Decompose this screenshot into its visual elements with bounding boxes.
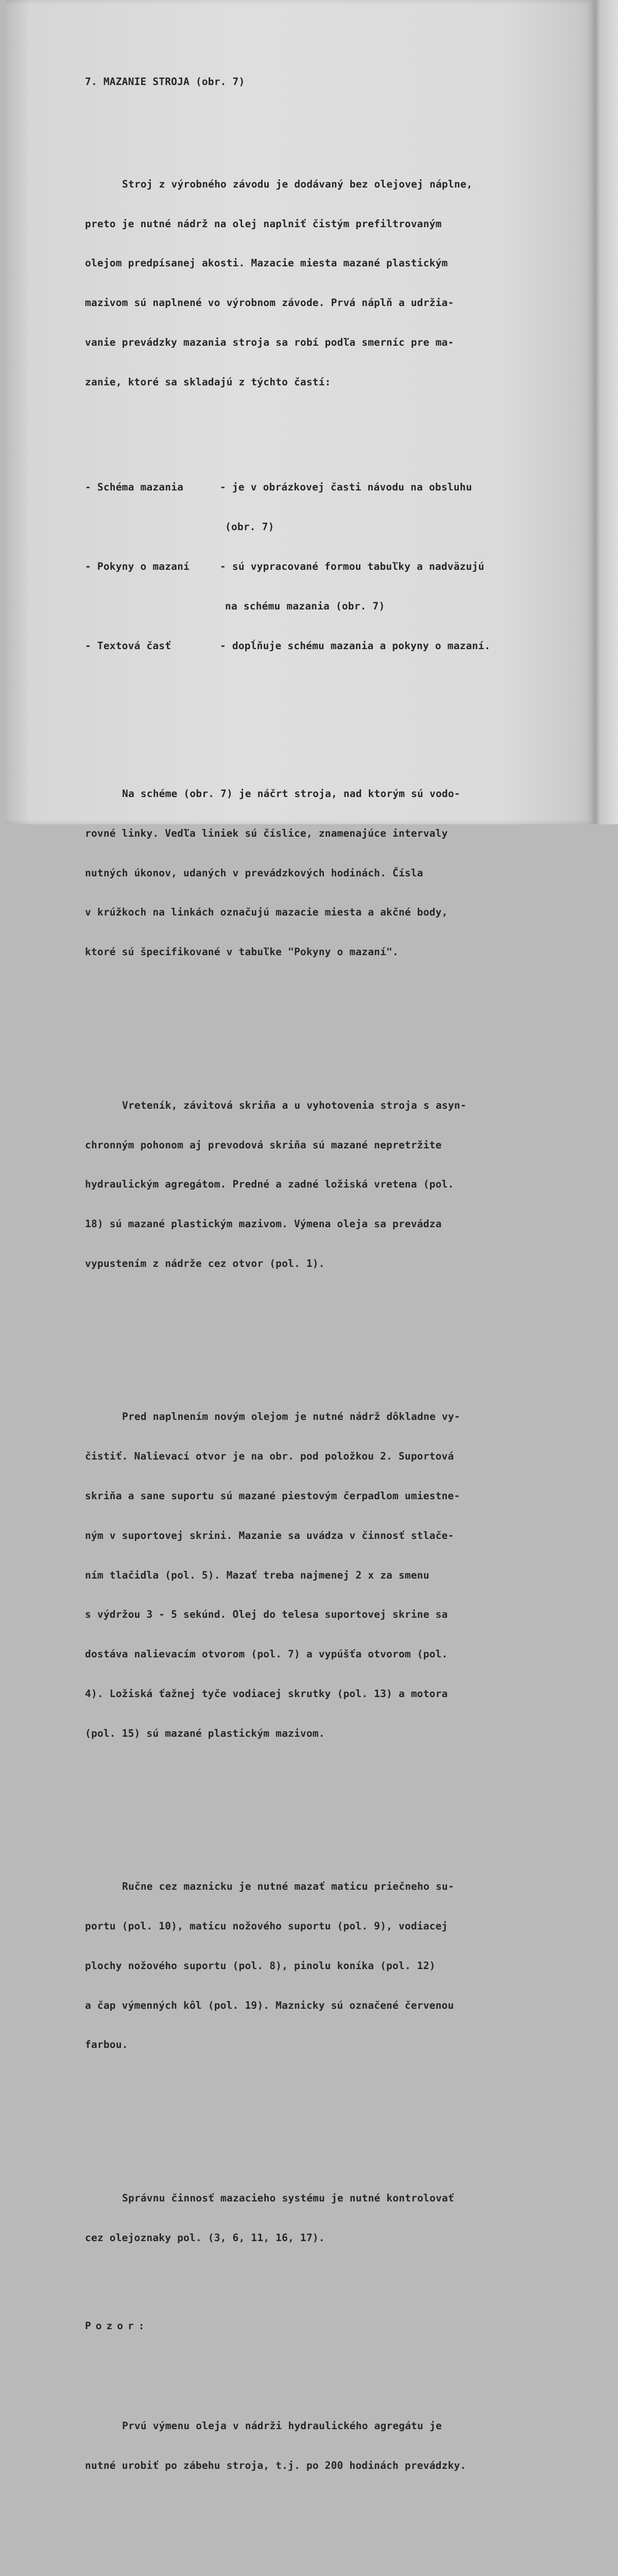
paragraph-headstock [85,1073,574,1297]
list-item: - Pokyny o mazaní - sú vypracované formou tabuľky a nadväzujú [85,560,485,572]
text-line: vypustením z nádrže cez otvor (pol. 1). [85,1257,325,1269]
text-line: Pred naplnením novým olejom je nutné nádrž dôkladne vy- [122,1411,460,1423]
paragraph-manual-greasing [85,1854,574,2078]
text-line: dostáva nalievacím otvorom (pol. 7) a vypúšťa otvorom (pol. [85,1648,448,1660]
text-line: portu (pol. 10), maticu nožového suportu (pol. 9), vodiacej [85,1920,448,1932]
section-heading: 7. MAZANIE STROJA (obr. 7) [85,76,245,88]
text-line: zanie, ktoré sa skladajú z týchto častí: [85,376,331,388]
intro-paragraph [85,151,574,415]
text-line: Vreteník, závitová skriňa a u vyhotovenia stroja s asyn- [122,1099,467,1111]
paragraph-refill [85,1384,574,1766]
text-line: hydraulickým agregátom. Predné a zadné ložiská vretena (pol. [85,1178,454,1191]
text-line: cez olejoznaky pol. (3, 6, 11, 16, 17). [85,2231,325,2244]
text-line: 4). Ložiská ťažnej tyče vodiacej skrutky (pol. 13) a motora [85,1687,448,1700]
text-line: chronným pohonom aj prevodová skriňa sú mazané nepretržite [85,1139,442,1151]
text-line: Správnu činnosť mazacieho systému je nutné kontrolovať [122,2192,454,2204]
document-body [85,49,574,2576]
text-line: skriňa a sane suportu sú mazané piestovým čerpadlom umiestne- [85,1489,460,1502]
text-line: ným v suportovej skrini. Mazanie sa uvádza v činnosť stlače- [85,1529,454,1541]
text-line: nutné urobiť po zábehu stroja, t.j. po 200 hodinách prevádzky. [85,2459,467,2471]
text-line: ním tlačidla (pol. 5). Mazať treba najmenej 2 x za smenu [85,1569,430,1581]
text-line: v krúžkoch na linkách označujú mazacie miesta a akčné body, [85,906,448,919]
text-line: ktoré sú špecifikované v tabuľke "Pokyny o mazaní". [85,946,399,958]
text-line: rovné linky. Vedľa liniek sú číslice, znamenajúce intervaly [85,827,448,839]
text-line: Stroj z výrobného závodu je dodávaný bez olejovej náplne, [122,178,473,190]
text-line: preto je nutné nádrž na olej naplniť čistým prefiltrovaným [85,217,442,230]
text-line: vanie prevádzky mazania stroja sa robí podľa smerníc pre ma- [85,336,454,348]
text-line: Prvú výmenu oleja v nádrži hydraulického agregátu je [122,2419,442,2432]
page-edge-shadow [595,0,618,824]
text-line: čistiť. Nalievací otvor je na obr. pod položkou 2. Suportová [85,1450,454,1463]
list-item: - Textová časť - dopĺňuje schému mazania a pokyny o mazaní. [85,639,491,652]
list-item-continuation: na schému mazania (obr. 7) [225,600,385,612]
text-line: 18) sú mazané plastickým mazivom. Výmena oleja sa prevádza [85,1218,442,1230]
text-line: Na schéme (obr. 7) je náčrt stroja, nad ktorým sú vodo- [122,788,460,800]
text-line: olejom predpísanej akosti. Mazacie miesta mazané plastickým [85,257,448,269]
text-line: Ručne cez maznicku je nutné mazať maticu priečneho su- [122,1880,454,1893]
list-item: - Schéma mazania - je v obrázkovej časti návodu na obsluhu [85,481,472,494]
text-line: nutných úkonov, udaných v prevádzkových hodinách. Čísla [85,867,423,879]
warning-label: Pozor: [85,2320,149,2332]
text-line: farbou. [85,2039,128,2051]
paragraph-schema [85,761,574,985]
text-line: plochy nožového suportu (pol. 8), pinolu koníka (pol. 12) [85,1959,436,1972]
text-line: a čap výmenných kôl (pol. 19). Maznicky sú označené červenou [85,1999,454,2011]
list-item-continuation: (obr. 7) [225,521,274,533]
text-line: (pol. 15) sú mazané plastickým mazivom. [85,1727,325,1739]
paragraph-first-oil-change [85,2393,574,2499]
text-line: s výdržou 3 - 5 sekúnd. Olej do telesa suportovej skrine sa [85,1608,448,1621]
lubrication-parts-list [85,454,574,679]
paragraph-oil-gauges [85,2165,574,2271]
text-line: mazivom sú naplnené vo výrobnom závode. Prvá náplň a udržia- [85,297,454,309]
